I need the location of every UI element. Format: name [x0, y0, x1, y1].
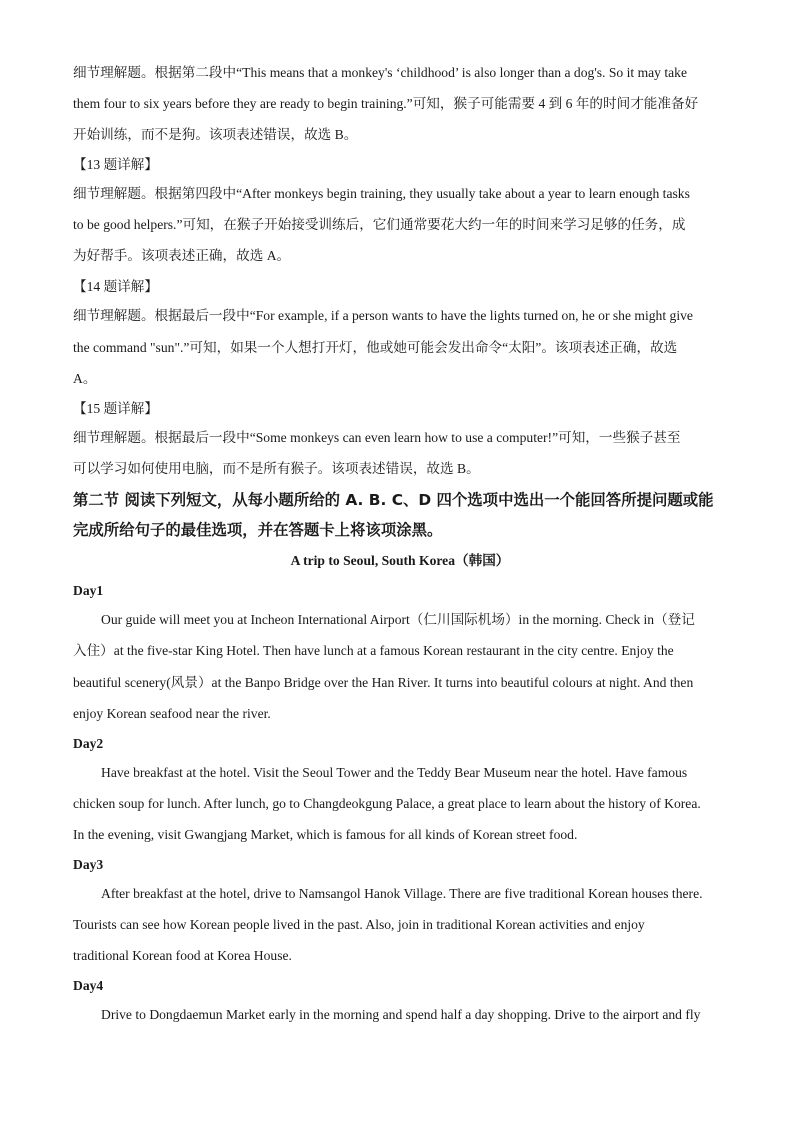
q12-explain-line-1: 细节理解题。根据第二段中“This means that a monkey's ‘childhood’ is also longer than a dog's. So it may take [73, 65, 688, 80]
day4-label: Day4 [73, 978, 104, 993]
q13-explain-line-2: to be good helpers.”可知，在猴子开始接受训练后，它们通常要花大约一年的时间来学习足够的任务，成 [73, 217, 686, 232]
day3-line-2: Tourists can see how Korean people lived in the past. Also, join in traditional Korean activities and enjoy [73, 917, 645, 932]
q12-explain-line-2: them four to six years before they are ready to begin training.”可知，猴子可能需要 4 到 6 年的时间才能准备好 [73, 96, 699, 111]
q13-explain-line-1: 细节理解题。根据第四段中“After monkeys begin training, they usually take about a year to learn enough tasks [73, 186, 690, 201]
q14-explain-line-2: the command "sun".”可知，如果一个人想打开灯，他或她可能会发出命令“太阳”。该项表述正确，故选 [73, 340, 678, 355]
day3-line-1: After breakfast at the hotel, drive to Namsangol Hanok Village. There are five traditional Korean houses there. [101, 886, 703, 901]
day1-label: Day1 [73, 583, 104, 598]
q14-explain-line-3: A。 [73, 371, 97, 386]
q13-explain-line-3: 为好帮手。该项表述正确，故选 A。 [73, 248, 291, 263]
day2-label: Day2 [73, 736, 104, 751]
q13-heading: 【13 题详解】 [73, 157, 158, 172]
q14-heading: 【14 题详解】 [73, 279, 158, 294]
section2-instruction-line-1: 第二节 阅读下列短文，从每小题所给的 A. B. C、D 四个选项中选出一个能回答所提问题或能 [73, 491, 714, 509]
day1-line-1: Our guide will meet you at Incheon International Airport（仁川国际机场）in the morning. Check in（登记 [101, 612, 695, 627]
day3-line-3: traditional Korean food at Korea House. [73, 948, 292, 963]
q15-explain-line-1: 细节理解题。根据最后一段中“Some monkeys can even learn how to use a computer!”可知，一些猴子甚至 [73, 430, 681, 445]
day1-line-3: beautiful scenery(风景）at the Banpo Bridge over the Han River. It turns into beautiful colours at night. And then [73, 675, 694, 690]
q12-explain-line-3: 开始训练，而不是狗。该项表述错误，故选 B。 [73, 127, 358, 142]
day2-line-2: chicken soup for lunch. After lunch, go to Changdeokgung Palace, a great place to learn about the history of Korea. [73, 796, 701, 811]
day4-line-1: Drive to Dongdaemun Market early in the morning and spend half a day shopping. Drive to the airport and fly [101, 1007, 701, 1022]
day1-line-2: 入住）at the five-star King Hotel. Then have lunch at a famous Korean restaurant in the city centre. Enjoy the [73, 643, 674, 658]
q15-explain-line-2: 可以学习如何使用电脑，而不是所有猴子。该项表述错误，故选 B。 [73, 461, 480, 476]
q15-heading: 【15 题详解】 [73, 401, 158, 416]
day1-line-4: enjoy Korean seafood near the river. [73, 706, 271, 721]
passage-title: A trip to Seoul, South Korea（韩国） [290, 553, 510, 568]
day2-line-1: Have breakfast at the hotel. Visit the Seoul Tower and the Teddy Bear Museum near the hotel. Have famous [101, 765, 688, 780]
day3-label: Day3 [73, 857, 104, 872]
section2-instruction-line-2: 完成所给句子的最佳选项，并在答题卡上将该项涂黑。 [73, 521, 443, 539]
q14-explain-line-1: 细节理解题。根据最后一段中“For example, if a person wants to have the lights turned on, he or she might give [73, 308, 693, 323]
day2-line-3: In the evening, visit Gwangjang Market, which is famous for all kinds of Korean street food. [73, 827, 578, 842]
